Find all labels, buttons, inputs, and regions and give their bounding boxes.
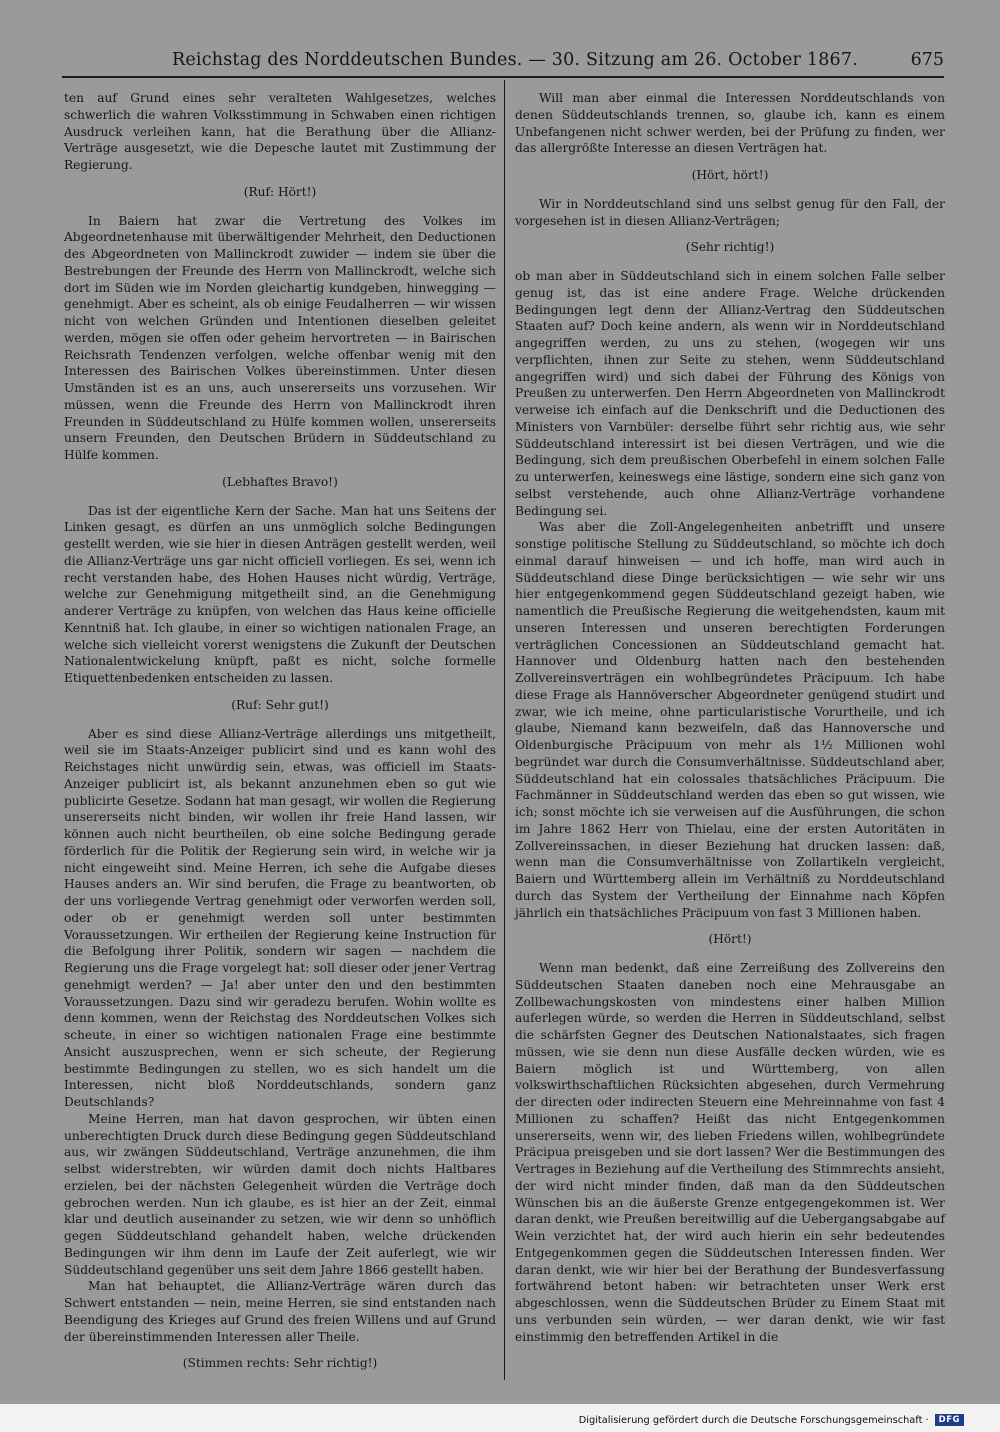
page-header: [62, 50, 944, 72]
paragraph: Wir in Norddeutschland sind uns selbst genug für den Fall, der vorgesehen ist in diesen Allianz-Verträgen;: [515, 196, 945, 228]
column-divider: [504, 80, 505, 1380]
dfg-logo-icon[interactable]: DFG: [935, 1414, 964, 1426]
interjection: (Ruf: Sehr gut!): [231, 697, 329, 712]
left-column: [64, 90, 496, 1384]
paragraph: In Baiern hat zwar die Vertretung des Volkes im Abgeordnetenhause mit überwältigender Mehrheit, den Deductionen des Abgeordneten von Mallinckrodt zuwider — indem sie über die Bestrebungen der Freunde des Herrn von Mallinckrodt, welche sich dort im Süden wie im Norden gleichartig kundgeben, hinwegging — genehmigt. Aber es scheint, als ob einige Feudalherren — wir wissen nicht von welchen Gründen und Intentionen dieselben geleitet werden, mögen sie offen oder geheim hervortreten — in Bairischen Reichsrath Tendenzen verfolgen, welche offenbar wenig mit den Interessen des Bairischen Volkes übereinstimmen. Unter diesen Umständen ist es an uns, auch unsererseits uns vorzusehen. Wir müssen, wenn die Freunde des Herrn von Mallinckrodt ihren Freunden in Süddeutschland zu Hülfe kommen wollen, unsererseits unsern Freunden, den Deutschen Brüdern in Süddeutschland zu Hülfe kommen.: [64, 213, 496, 462]
paragraph: Will man aber einmal die Interessen Norddeutschlands von denen Süddeutschlands trennen, so, glaube ich, kann es einem Unbefangenen nicht schwer werden, bei der Prüfung zu finden, wer das allergrößte Interesse an diesen Verträgen hat.: [515, 91, 945, 156]
paragraph: Was aber die Zoll-Angelegenheiten anbetrifft und unsere sonstige politische Stellung zu Süddeutschland, so möchte ich doch einmal darauf hinweisen — und ich hoffe, man wird auch in Süddeutschland diese Dinge berücksichtigen — wie sehr wir uns hier entgegenkommend gegen Süddeutschland gezeigt haben, wie namentlich die Preußische Regierung die weitgehendsten, kaum mit unseren Interessen und unseren berechtigten Forderungen verträglichen Concessionen an Süddeutschland gemacht hat. Hannover und Oldenburg hatten nach den bestehenden Zollvereinsverträgen ein wohlbegründetes Präcipuum. Ich habe diese Frage als Hannöverscher Abgeordneter genügend studirt und zwar, wie ich meine, ohne particularistische Vorurtheile, und ich glaube, Niemand kann bezweifeln, daß das Hannoversche und Oldenburgische Präcipuum von mehr als 1½ Millionen wohl begründet war durch die Consumverhältnisse. Süddeutschland aber, Süddeutschland hat ein colossales thatsächliches Präcipuum. Die Fachmänner in Süddeutschland werden das eben so gut wissen, wie ich; sonst möchte ich sie verweisen auf die Ausführungen, die schon im Jahre 1862 Herr von Thielau, eine der ersten Autoritäten in Zollvereinssachen, in dieser Beziehung hat drucken lassen: daß, wenn man die Consumverhältnisse von Zollartikeln vergleicht, Baiern und Württemberg allein im Verhältniß zu Norddeutschland durch das System der Vertheilung der Einnahme nach Köpfen jährlich ein thatsächliches Präcipuum von fast 3 Millionen haben.: [515, 520, 945, 920]
interjection: (Stimmen rechts: Sehr richtig!): [182, 1356, 378, 1371]
running-title: Reichstag des Norddeutschen Bundes. — 30. Sitzung am 26. October 1867.: [172, 50, 858, 70]
interjection: (Hört!): [708, 932, 752, 947]
interjection: (Lebhaftes Bravo!): [222, 474, 338, 489]
paragraph: Meine Herren, man hat davon gesprochen, wir übten einen unberechtigten Druck durch diese Bedingung gegen Süddeutschland aus, wir zwängen Süddeutschland, Verträge anzunehmen, die ihm selbst widerstrebten, wir würden damit doch nichts Haltbares erzielen, bei der nächsten Gelegenheit würden die Verträge doch gebrochen werden. Nun ich glaube, es ist hier an der Zeit, einmal klar und deutlich auseinander zu setzen, wie wir denn so unhöflich gegen Süddeutschland gehandelt haben, welche drückenden Bedingungen wir ihm denn im Laufe der Zeit auferlegt, wie wir Süddeutschland gegenüber uns seit dem Jahre 1866 gestellt haben.: [64, 1111, 496, 1277]
funding-note: Digitalisierung gefördert durch die Deutsche Forschungsgemeinschaft ·: [578, 1414, 929, 1426]
right-column: [515, 90, 945, 1345]
interjection: (Ruf: Hört!): [243, 184, 317, 199]
paragraph: ob man aber in Süddeutschland sich in einem solchen Falle selber genug ist, das ist eine andere Frage. Welche drückenden Bedingungen legt denn der Allianz-Vertrag den Süddeutschen Staaten auf? Doch keine andern, als wenn wir in Norddeutschland angegriffen werden, zu uns zu stehen, (wogegen wir uns verpflichten, ihnen zur Seite zu stehen, wenn Süddeutschland angegriffen wird) und sich dabei der Führung des Königs von Preußen zu unterwerfen. Den Herrn Abgeordneten von Mallinckrodt verweise ich einfach auf die Denkschrift und die Deductionen des Ministers von Varnbüler: derselbe führt sehr richtig aus, wie sehr Süddeutschland interessirt ist bei diesen Verträgen, und wie die Bedingung, sich dem preußischen Oberbefehl in einem solchen Falle zu unterwerfen, keineswegs eine lästige, sondern eine sich ganz von selbst verstehende, auch ohne Allianz-Verträge vorhandene Bedingung sei.: [515, 269, 945, 518]
header-rule: [62, 76, 944, 78]
paragraph: Aber es sind diese Allianz-Verträge allerdings uns mitgetheilt, weil sie im Staats-Anzeiger publicirt sind und es kann wohl des Reichstages nicht unwürdig sein, etwas, was officiell im Staats-Anzeiger publicirt ist, als bekannt anzunehmen eben so gut wie publicirte Gesetze. Sodann hat man gesagt, wir wollen die Regierung unsererseits nicht binden, wir wollen ihr freie Hand lassen, wir können auch nicht beurtheilen, ob eine solche Bedingung gerade förderlich für die Politik der Regierung sein wird, in welche wir ja nicht eingeweiht sind. Meine Herren, ich sehe die Aufgabe dieses Hauses anders an. Wir sind berufen, die Frage zu beantworten, ob der uns vorliegende Vertrag genehmigt oder verworfen werden soll, oder ob er genehmigt werden soll unter bestimmten Voraussetzungen. Wir ertheilen der Regierung keine Instruction für die Befolgung ihrer Politik, sondern wir sagen — nachdem die Regierung uns die Frage vorgelegt hat: soll dieser oder jener Vertrag genehmigt werden? — Ja! aber unter den und den bestimmten Voraussetzungen. Dazu sind wir geradezu berufen. Wohin wollte es denn kommen, wenn der Reichstag des Norddeutschen Volkes sich scheute, in einer so wichtigen nationalen Frage eine bestimmte Ansicht auszusprechen, wenn er sich scheute, der Regierung bestimmte Bedingungen zu stellen, wo es sich handelt um die Interessen, nicht bloß Norddeutschlands, sondern ganz Deutschlands?: [64, 726, 496, 1109]
interjection: (Sehr richtig!): [685, 240, 775, 255]
page-number: 675: [910, 50, 944, 70]
interjection: (Hört, hört!): [691, 168, 769, 182]
paragraph: ten auf Grund eines sehr veralteten Wahlgesetzes, welches schwerlich die wahren Volksstimmung in Schwaben einen richtigen Ausdruck verleihen kann, hat die Berathung über die Allianz-Verträge ausgesetzt, wie die Depesche lautet mit Zustimmung der Regierung.: [64, 91, 496, 172]
paragraph: Wenn man bedenkt, daß eine Zerreißung des Zollvereins den Süddeutschen Staaten daneben noch eine Mehrausgabe an Zollbewachungskosten von mindestens einer halben Million auferlegen würde, so werden die Herren in Süddeutschland, selbst die schärfsten Gegner des Deutschen Nationalstaates, sich fragen müssen, wie sie denn nun diese Ausfälle decken würden, wie es Baiern möglich ist und Württemberg, von allen volkswirthschaftlichen Rücksichten abgesehen, durch Vermehrung der directen oder indirecten Steuern eine Mehreinnahme von fast 4 Millionen zu schaffen? Heißt das nicht Entgegenkommen unsererseits, wenn wir, des lieben Friedens willen, wohlbegründete Präcipua preisgeben und sie dort lassen? Wer die Bestimmungen des Vertrages in Beziehung auf die Vertheilung des Stimmrechts ansieht, der wird nicht minder finden, daß man da den Süddeutschen Wünschen bis an die äußerste Grenze entgegengekommen ist. Wer daran denkt, wie Preußen bereitwillig auf die Uebergangsabgabe auf Wein verzichtet hat, der wird auch hierin ein sehr bedeutendes Entgegenkommen gegen die Süddeutschen Interessen finden. Wer daran denkt, wie wir hier bei der Berathung der Bundesverfassung fortwährend betont haben: wir betrachteten unser Werk erst abgeschlossen, wenn die Süddeutschen Brüder zu Einem Staat mit uns verbunden sein würden, — wer daran denkt, wie wir fast einstimmig den betreffenden Artikel in die: [515, 961, 945, 1344]
footer: [579, 1411, 964, 1429]
paragraph: Das ist der eigentliche Kern der Sache. Man hat uns Seitens der Linken gesagt, es dürfen an uns unmöglich solche Bedingungen gestellt werden, wie sie hier in diesen Anträgen gestellt werden, weil die Allianz-Verträge uns gar nicht officiell vorliegen. Es sei, wenn ich recht verstanden habe, des Hohen Hauses nicht würdig, Verträge, welche zur Genehmigung mitgetheilt sind, an die Genehmigung anderer Verträge zu knüpfen, von welchen das Haus keine officielle Kenntniß hat. Ich glaube, in einer so wichtigen nationalen Frage, an welche sich vielleicht vorerst wenigstens die Zukunft der Deutschen Nationalentwickelung knüpft, paßt es nicht, solche formelle Etiquettenbedenken entscheiden zu lassen.: [64, 503, 496, 685]
paragraph: Man hat behauptet, die Allianz-Verträge wären durch das Schwert entstanden — nein, meine Herren, sie sind entstanden nach Beendigung des Krieges auf Grund des freien Willens und auf Grund der übereinstimmenden Interessen aller Theile.: [64, 1279, 496, 1344]
